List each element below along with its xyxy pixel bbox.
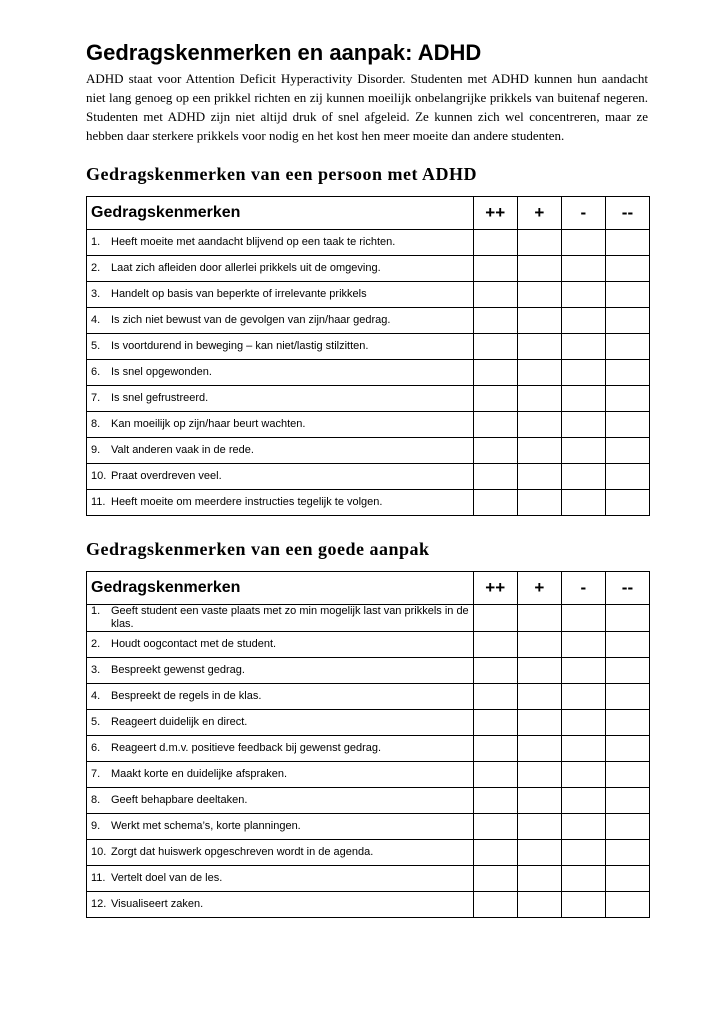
score-cell-very-positive[interactable] bbox=[473, 840, 517, 866]
score-cell-negative[interactable] bbox=[561, 490, 605, 516]
score-cell-negative[interactable] bbox=[561, 762, 605, 788]
item-number: 3. bbox=[91, 288, 101, 300]
score-cell-negative[interactable] bbox=[561, 438, 605, 464]
score-cell-positive[interactable] bbox=[517, 605, 561, 632]
item-text: Heeft moeite om meerdere instructies tegelijk te volgen. bbox=[111, 496, 383, 508]
item-text: Handelt op basis van beperkte of irrelevante prikkels bbox=[111, 288, 367, 300]
score-cell-very-negative[interactable] bbox=[605, 632, 649, 658]
item-content bbox=[91, 820, 469, 833]
score-cell-very-positive[interactable] bbox=[473, 386, 517, 412]
score-cell-positive[interactable] bbox=[517, 386, 561, 412]
item-number: 11. bbox=[91, 496, 106, 508]
item-cell bbox=[87, 360, 474, 386]
column-header-negative: - bbox=[561, 197, 605, 230]
score-cell-positive[interactable] bbox=[517, 866, 561, 892]
score-cell-negative[interactable] bbox=[561, 282, 605, 308]
adhd-traits-rows bbox=[87, 230, 650, 516]
item-text: Zorgt dat huiswerk opgeschreven wordt in de agenda. bbox=[111, 846, 374, 858]
item-content bbox=[91, 262, 469, 275]
item-text: Geeft behapbare deeltaken. bbox=[111, 794, 248, 806]
item-content bbox=[91, 664, 469, 677]
item-text: Werkt met schema’s, korte planningen. bbox=[111, 820, 301, 832]
score-cell-very-positive[interactable] bbox=[473, 866, 517, 892]
score-cell-positive[interactable] bbox=[517, 814, 561, 840]
item-cell bbox=[87, 710, 474, 736]
item-cell bbox=[87, 632, 474, 658]
item-content bbox=[91, 366, 469, 379]
item-number: 4. bbox=[91, 314, 101, 326]
item-cell bbox=[87, 282, 474, 308]
table-row bbox=[87, 892, 650, 918]
score-cell-negative[interactable] bbox=[561, 256, 605, 282]
score-cell-very-positive[interactable] bbox=[473, 892, 517, 918]
table-header-row bbox=[87, 572, 650, 605]
column-header-positive: + bbox=[517, 572, 561, 605]
score-cell-very-negative[interactable] bbox=[605, 464, 649, 490]
item-text: Reageert duidelijk en direct. bbox=[111, 716, 248, 728]
score-cell-very-positive[interactable] bbox=[473, 736, 517, 762]
score-cell-very-negative[interactable] bbox=[605, 658, 649, 684]
table-row bbox=[87, 605, 650, 632]
table-row bbox=[87, 736, 650, 762]
good-approach-rows bbox=[87, 605, 650, 918]
item-content bbox=[91, 846, 469, 859]
score-cell-very-negative[interactable] bbox=[605, 710, 649, 736]
score-cell-very-negative[interactable] bbox=[605, 490, 649, 516]
document-page bbox=[86, 40, 648, 918]
score-cell-very-positive[interactable] bbox=[473, 632, 517, 658]
section-heading-good-approach: Gedragskenmerken van een goede aanpak bbox=[86, 539, 430, 559]
score-cell-very-positive[interactable] bbox=[473, 464, 517, 490]
table-row bbox=[87, 840, 650, 866]
score-cell-positive[interactable] bbox=[517, 490, 561, 516]
item-cell bbox=[87, 334, 474, 360]
score-cell-very-positive[interactable] bbox=[473, 282, 517, 308]
item-content bbox=[91, 314, 469, 327]
table-row bbox=[87, 282, 650, 308]
item-number: 5. bbox=[91, 716, 101, 728]
score-cell-very-positive[interactable] bbox=[473, 762, 517, 788]
score-cell-very-positive[interactable] bbox=[473, 334, 517, 360]
score-cell-negative[interactable] bbox=[561, 710, 605, 736]
score-cell-very-positive[interactable] bbox=[473, 658, 517, 684]
item-cell bbox=[87, 658, 474, 684]
score-cell-negative[interactable] bbox=[561, 788, 605, 814]
item-content bbox=[91, 605, 469, 631]
item-content bbox=[91, 638, 469, 651]
table-row bbox=[87, 632, 650, 658]
item-text: Laat zich afleiden door allerlei prikkels uit de omgeving. bbox=[111, 262, 381, 274]
item-number: 6. bbox=[91, 742, 101, 754]
item-content bbox=[91, 898, 469, 911]
item-cell bbox=[87, 892, 474, 918]
item-text: Valt anderen vaak in de rede. bbox=[111, 444, 254, 456]
score-cell-very-negative[interactable] bbox=[605, 684, 649, 710]
score-cell-very-positive[interactable] bbox=[473, 412, 517, 438]
item-cell bbox=[87, 308, 474, 334]
item-number: 4. bbox=[91, 690, 101, 702]
table-row bbox=[87, 412, 650, 438]
item-cell bbox=[87, 256, 474, 282]
item-cell bbox=[87, 866, 474, 892]
table-row bbox=[87, 490, 650, 516]
item-text: Is voortdurend in beweging – kan niet/lastig stilzitten. bbox=[111, 340, 369, 352]
item-text: Vertelt doel van de les. bbox=[111, 872, 223, 884]
item-number: 8. bbox=[91, 794, 101, 806]
score-cell-very-positive[interactable] bbox=[473, 788, 517, 814]
score-cell-very-negative[interactable] bbox=[605, 605, 649, 632]
item-content bbox=[91, 444, 469, 457]
item-cell bbox=[87, 438, 474, 464]
table-row bbox=[87, 814, 650, 840]
item-text: Is zich niet bewust van de gevolgen van zijn/haar gedrag. bbox=[111, 314, 391, 326]
adhd-traits-table bbox=[86, 196, 650, 516]
table-row bbox=[87, 464, 650, 490]
table-row bbox=[87, 334, 650, 360]
score-cell-very-negative[interactable] bbox=[605, 282, 649, 308]
item-text: Heeft moeite met aandacht blijvend op een taak te richten. bbox=[111, 236, 396, 248]
good-approach-table bbox=[86, 571, 650, 918]
item-text: Bespreekt gewenst gedrag. bbox=[111, 664, 245, 676]
score-cell-negative[interactable] bbox=[561, 684, 605, 710]
score-cell-very-negative[interactable] bbox=[605, 840, 649, 866]
item-cell bbox=[87, 412, 474, 438]
score-cell-very-positive[interactable] bbox=[473, 230, 517, 256]
item-cell bbox=[87, 490, 474, 516]
score-cell-very-negative[interactable] bbox=[605, 256, 649, 282]
score-cell-very-positive[interactable] bbox=[473, 490, 517, 516]
table-row bbox=[87, 360, 650, 386]
score-cell-positive[interactable] bbox=[517, 360, 561, 386]
score-cell-negative[interactable] bbox=[561, 658, 605, 684]
table-row bbox=[87, 256, 650, 282]
score-cell-very-positive[interactable] bbox=[473, 605, 517, 632]
item-number: 9. bbox=[91, 820, 101, 832]
section-heading-adhd-traits: Gedragskenmerken van een persoon met ADHD bbox=[86, 164, 477, 184]
score-cell-positive[interactable] bbox=[517, 438, 561, 464]
score-cell-positive[interactable] bbox=[517, 412, 561, 438]
score-cell-positive[interactable] bbox=[517, 736, 561, 762]
score-cell-very-positive[interactable] bbox=[473, 814, 517, 840]
item-content bbox=[91, 418, 469, 431]
score-cell-very-negative[interactable] bbox=[605, 438, 649, 464]
score-cell-positive[interactable] bbox=[517, 788, 561, 814]
score-cell-negative[interactable] bbox=[561, 840, 605, 866]
item-number: 10. bbox=[91, 846, 107, 858]
item-text: Bespreekt de regels in de klas. bbox=[111, 690, 262, 702]
score-cell-very-positive[interactable] bbox=[473, 684, 517, 710]
score-cell-very-negative[interactable] bbox=[605, 230, 649, 256]
score-cell-very-negative[interactable] bbox=[605, 308, 649, 334]
item-content bbox=[91, 496, 469, 509]
score-cell-very-negative[interactable] bbox=[605, 814, 649, 840]
item-content bbox=[91, 690, 469, 703]
table-row bbox=[87, 386, 650, 412]
item-cell bbox=[87, 230, 474, 256]
score-cell-positive[interactable] bbox=[517, 256, 561, 282]
column-header-very-positive: ++ bbox=[473, 572, 517, 605]
column-header-very-negative: -- bbox=[605, 572, 649, 605]
score-cell-negative[interactable] bbox=[561, 892, 605, 918]
item-cell bbox=[87, 736, 474, 762]
item-cell bbox=[87, 605, 474, 632]
item-number: 1. bbox=[91, 236, 101, 248]
score-cell-positive[interactable] bbox=[517, 684, 561, 710]
column-header-very-negative: -- bbox=[605, 197, 649, 230]
score-cell-very-positive[interactable] bbox=[473, 256, 517, 282]
score-cell-positive[interactable] bbox=[517, 334, 561, 360]
item-cell bbox=[87, 788, 474, 814]
item-content bbox=[91, 872, 469, 885]
item-number: 3. bbox=[91, 664, 101, 676]
column-header-negative: - bbox=[561, 572, 605, 605]
item-text: Is snel opgewonden. bbox=[111, 366, 212, 378]
item-cell bbox=[87, 814, 474, 840]
score-cell-negative[interactable] bbox=[561, 360, 605, 386]
item-cell bbox=[87, 762, 474, 788]
score-cell-negative[interactable] bbox=[561, 464, 605, 490]
score-cell-very-negative[interactable] bbox=[605, 866, 649, 892]
item-number: 6. bbox=[91, 366, 101, 378]
table-row bbox=[87, 788, 650, 814]
score-cell-very-negative[interactable] bbox=[605, 892, 649, 918]
table-row bbox=[87, 658, 650, 684]
item-content bbox=[91, 470, 469, 483]
item-number: 2. bbox=[91, 262, 101, 274]
score-cell-positive[interactable] bbox=[517, 632, 561, 658]
score-cell-negative[interactable] bbox=[561, 334, 605, 360]
score-cell-negative[interactable] bbox=[561, 814, 605, 840]
score-cell-positive[interactable] bbox=[517, 658, 561, 684]
score-cell-positive[interactable] bbox=[517, 464, 561, 490]
item-content bbox=[91, 236, 469, 249]
score-cell-negative[interactable] bbox=[561, 386, 605, 412]
score-cell-very-positive[interactable] bbox=[473, 710, 517, 736]
score-cell-very-negative[interactable] bbox=[605, 412, 649, 438]
table-row bbox=[87, 438, 650, 464]
item-content bbox=[91, 742, 469, 755]
page-title: Gedragskenmerken en aanpak: ADHD bbox=[86, 40, 482, 65]
item-content bbox=[91, 340, 469, 353]
item-number: 7. bbox=[91, 768, 101, 780]
column-header-positive: + bbox=[517, 197, 561, 230]
score-cell-very-positive[interactable] bbox=[473, 308, 517, 334]
item-number: 12. bbox=[91, 898, 107, 910]
score-cell-positive[interactable] bbox=[517, 892, 561, 918]
item-text: Kan moeilijk op zijn/haar beurt wachten. bbox=[111, 418, 306, 430]
item-content bbox=[91, 716, 469, 729]
score-cell-very-negative[interactable] bbox=[605, 386, 649, 412]
score-cell-very-negative[interactable] bbox=[605, 360, 649, 386]
item-text: Geeft student een vaste plaats met zo min mogelijk last van prikkels in de klas. bbox=[111, 605, 469, 630]
item-text: Praat overdreven veel. bbox=[111, 470, 222, 482]
table-header-row bbox=[87, 197, 650, 230]
item-cell bbox=[87, 464, 474, 490]
column-header-very-positive: ++ bbox=[473, 197, 517, 230]
score-cell-negative[interactable] bbox=[561, 230, 605, 256]
score-cell-very-positive[interactable] bbox=[473, 438, 517, 464]
item-number: 7. bbox=[91, 392, 101, 404]
score-cell-negative[interactable] bbox=[561, 736, 605, 762]
item-cell bbox=[87, 684, 474, 710]
score-cell-positive[interactable] bbox=[517, 762, 561, 788]
item-content bbox=[91, 794, 469, 807]
score-cell-positive[interactable] bbox=[517, 308, 561, 334]
item-text: Reageert d.m.v. positieve feedback bij gewenst gedrag. bbox=[111, 742, 382, 754]
score-cell-negative[interactable] bbox=[561, 308, 605, 334]
item-number: 2. bbox=[91, 638, 101, 650]
score-cell-negative[interactable] bbox=[561, 632, 605, 658]
item-cell bbox=[87, 840, 474, 866]
score-cell-very-negative[interactable] bbox=[605, 788, 649, 814]
item-content bbox=[91, 288, 469, 301]
item-content bbox=[91, 392, 469, 405]
item-number: 10. bbox=[91, 470, 107, 482]
item-number: 1. bbox=[91, 605, 101, 617]
score-cell-positive[interactable] bbox=[517, 840, 561, 866]
item-text: Visualiseert zaken. bbox=[111, 898, 204, 910]
score-cell-very-negative[interactable] bbox=[605, 762, 649, 788]
table-row bbox=[87, 866, 650, 892]
intro-paragraph: ADHD staat voor Attention Deficit Hyperactivity Disorder. Studenten met ADHD kunnen hun aandacht niet lang genoeg op een prikkel richten en zij kunnen moeilijk onbelangrijke prikkels van buitenaf negeren. Studenten met ADHD zijn niet altijd druk of snel afgeleid. Ze kunnen zich wel concentreren, maar ze hebben daar sterkere prikkels voor nodig en het kost hen meer moeite dan andere studenten. bbox=[86, 71, 648, 143]
table-row bbox=[87, 762, 650, 788]
score-cell-positive[interactable] bbox=[517, 230, 561, 256]
score-cell-very-negative[interactable] bbox=[605, 334, 649, 360]
table-row bbox=[87, 308, 650, 334]
column-header-label: Gedragskenmerken bbox=[87, 572, 474, 605]
score-cell-positive[interactable] bbox=[517, 282, 561, 308]
score-cell-positive[interactable] bbox=[517, 710, 561, 736]
score-cell-very-negative[interactable] bbox=[605, 736, 649, 762]
table-row bbox=[87, 710, 650, 736]
score-cell-negative[interactable] bbox=[561, 866, 605, 892]
score-cell-negative[interactable] bbox=[561, 412, 605, 438]
score-cell-negative[interactable] bbox=[561, 605, 605, 632]
item-number: 11. bbox=[91, 872, 106, 884]
item-number: 8. bbox=[91, 418, 101, 430]
column-header-label: Gedragskenmerken bbox=[87, 197, 474, 230]
item-content bbox=[91, 768, 469, 781]
item-text: Houdt oogcontact met de student. bbox=[111, 638, 277, 650]
score-cell-very-positive[interactable] bbox=[473, 360, 517, 386]
item-number: 5. bbox=[91, 340, 101, 352]
table-row bbox=[87, 684, 650, 710]
item-text: Maakt korte en duidelijke afspraken. bbox=[111, 768, 288, 780]
item-text: Is snel gefrustreerd. bbox=[111, 392, 209, 404]
item-number: 9. bbox=[91, 444, 101, 456]
item-cell bbox=[87, 386, 474, 412]
table-row bbox=[87, 230, 650, 256]
